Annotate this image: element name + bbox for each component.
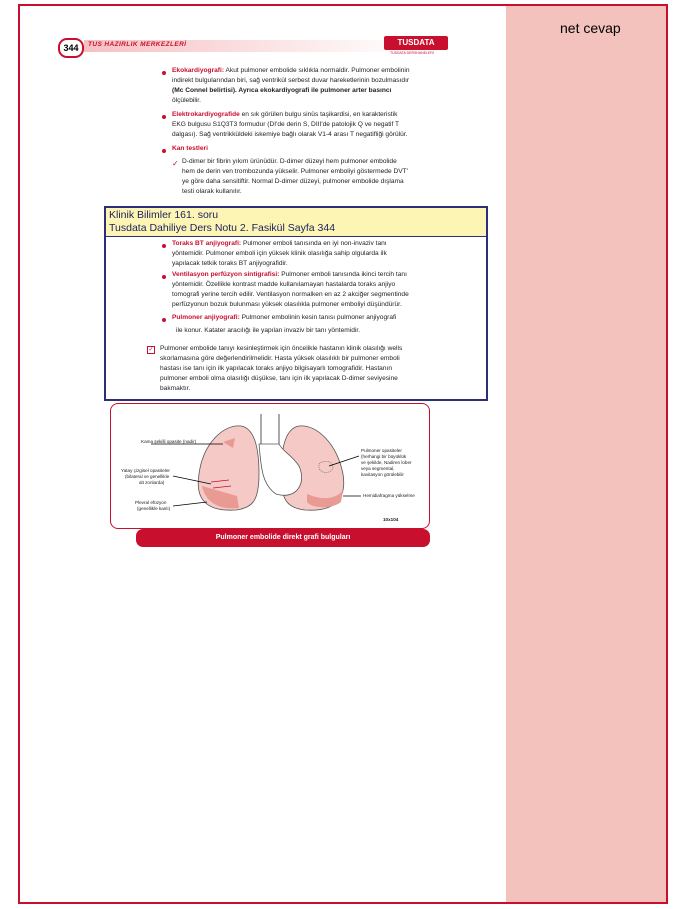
figure-code: 10x104 (383, 517, 399, 522)
kan-testleri-heading: Kan testleri (172, 145, 208, 152)
answer-sidebar (506, 6, 666, 902)
ekg-line3: dalgası). Sağ ventrikküldeki iskemiye bağlı olarak V1-4 arası T negatifliği görülür. (172, 131, 408, 138)
eko-line1: Ekokardiyografi: Akut pulmoner embolide sıklıkla normaldir. Pulmoner embolinin (172, 67, 410, 74)
eko-line4: ölçülebilir. (172, 97, 201, 104)
label-wedge-opacity: Kama şekilli opasite (nadir) (141, 439, 197, 444)
reference-header (106, 208, 486, 237)
ddimer-line1: D-dimer bir fibrin yıkım ürünüdür. D-dimer düzeyi hem pulmoner embolide (182, 158, 397, 165)
header-title: TUS HAZIRLIK MERKEZLERİ (88, 41, 187, 48)
bullet-icon (162, 244, 166, 248)
pa-line1: Pulmoner anjiyografi: Pulmoner embolinin kesin tanısı pulmoner anjiyografi (172, 314, 397, 321)
bullet-icon (162, 71, 166, 75)
page-header (58, 36, 488, 58)
label-linear-opacity-2: (bilateral ve genellikle (125, 474, 170, 479)
bullet-icon (162, 318, 166, 322)
logo-text: TUSDATA (384, 36, 448, 50)
checkbox-icon: ✓ (148, 347, 154, 353)
label-linear-opacity-3: alt zonlarda) (139, 480, 165, 485)
reference-question: Klinik Bilimler 161. soru (109, 209, 219, 221)
wells-line1: Pulmoner embolide tanıyı kesinleştirmek için öncelikle hastanın klinik olasılığı wells (160, 345, 403, 352)
tusdata-logo (384, 36, 454, 56)
bullet-icon (162, 115, 166, 119)
ekg-line2: EKG bulgusu S1Q3T3 formudur (DI'de derin S, DIII'de patolojik Q ve negatif T (172, 121, 400, 128)
bt-line3: yapılacak tetkik toraks BT anjiyografidir. (172, 260, 288, 267)
ddimer-line3: ye göre daha sensitiftir. Normal D-dimer düzeyi, pulmoner embolide dışlama (182, 178, 404, 185)
label-pulm-opacity-3: ve şekilde, Nadiren lober (361, 460, 412, 465)
sidebar-title: net cevap (560, 20, 621, 36)
ddimer-line4: testi olarak kullanılır. (182, 188, 242, 195)
ddimer-line2: hem de derin ven trombozunda yükselir. Pulmoner emboliyi göstermede DVT' (182, 168, 408, 175)
label-pulm-opacity-2: (herhangi bir büyüklük (361, 454, 407, 459)
label-pulm-opacity-4: veya segmental, (361, 466, 395, 471)
label-linear-opacity-1: Yatay çizgisel opasiteler (121, 468, 170, 473)
wells-line4: pulmoner emboli olma olasılığı düşükse, tanı için ilk yapılacak D-dimer seviyesine (160, 375, 398, 382)
wells-line3: hastası ise tanı için ilk yapılacak toraks anjiyo bilgisayarlı tomografidir. Hastanın (160, 365, 392, 372)
eko-line3: (Mc Connel belirtisi). Ayrıca ekokardiyografi ile pulmoner arter basıncı (172, 87, 392, 94)
reference-source: Tusdata Dahiliye Ders Notu 2. Fasikül Sayfa 344 (109, 222, 336, 234)
bullet-icon (162, 275, 166, 279)
xray-figure-box (110, 403, 430, 529)
pa-line2: ile konur. Katater aracılığı ile yapılan invaziv bir tanı yöntemidir. (176, 327, 360, 334)
bt-line2: yöntemidir. Pulmoner emboli için yüksek klinik olasılığa sahip olgularda ilk (172, 250, 387, 257)
vq-line4: perfüzyonun bozuk bulunması yüksek olasılıkla pulmoner emboliyi düşündürür. (172, 301, 402, 308)
label-hemidiaphragm: Hemidiafragma yükselme (363, 493, 415, 498)
bullet-icon (162, 149, 166, 153)
vq-line2: yöntemidir. Özellikle kontrast madde kullanılamayan hastalarda toraks anjiyo (172, 281, 396, 288)
label-pulm-opacity-1: Pulmoner opasiteler (361, 448, 402, 453)
vq-line1: Ventilasyon perfüzyon sintigrafisi: Pulmoner emboli tanısında ikinci tercih tanı (172, 271, 407, 278)
bt-line1: Toraks BT anjiyografi: Pulmoner emboli tanısında en iyi non-invaziv tanı (172, 240, 387, 247)
label-pleural-effusion-2: (genellikle kanlı) (137, 506, 171, 511)
eko-line2: indirekt bulgularından biri, sağ ventrikül serbest duvar hareketlerinin bozulmasıdır (172, 77, 410, 84)
figure-caption: Pulmoner embolide direkt grafi bulguları (136, 529, 430, 547)
page-number: 344 (58, 38, 84, 58)
vq-line3: tomografi yerine tercih edilir. Ventilasyon normalken en az 2 akciğer segmentinde (172, 291, 409, 298)
logo-subtext: TUSDATA DERSHANELERİ (390, 51, 434, 55)
wells-line2: skorlamasına göre değerlendirilmelidir. Hasta yüksek olasılıklı bir pulmoner emboli (160, 355, 400, 362)
label-pleural-effusion-1: Plevral efüzyon (135, 500, 167, 505)
label-pulm-opacity-5: kavitasyon görülebilir (361, 472, 404, 477)
check-icon: ✓ (172, 159, 179, 168)
wells-line5: bakmaktır. (160, 385, 191, 392)
ekg-line1: Elektrokardiyografide en sık görülen bulgu sinüs taşikardisi, en karakteristik (172, 111, 398, 118)
